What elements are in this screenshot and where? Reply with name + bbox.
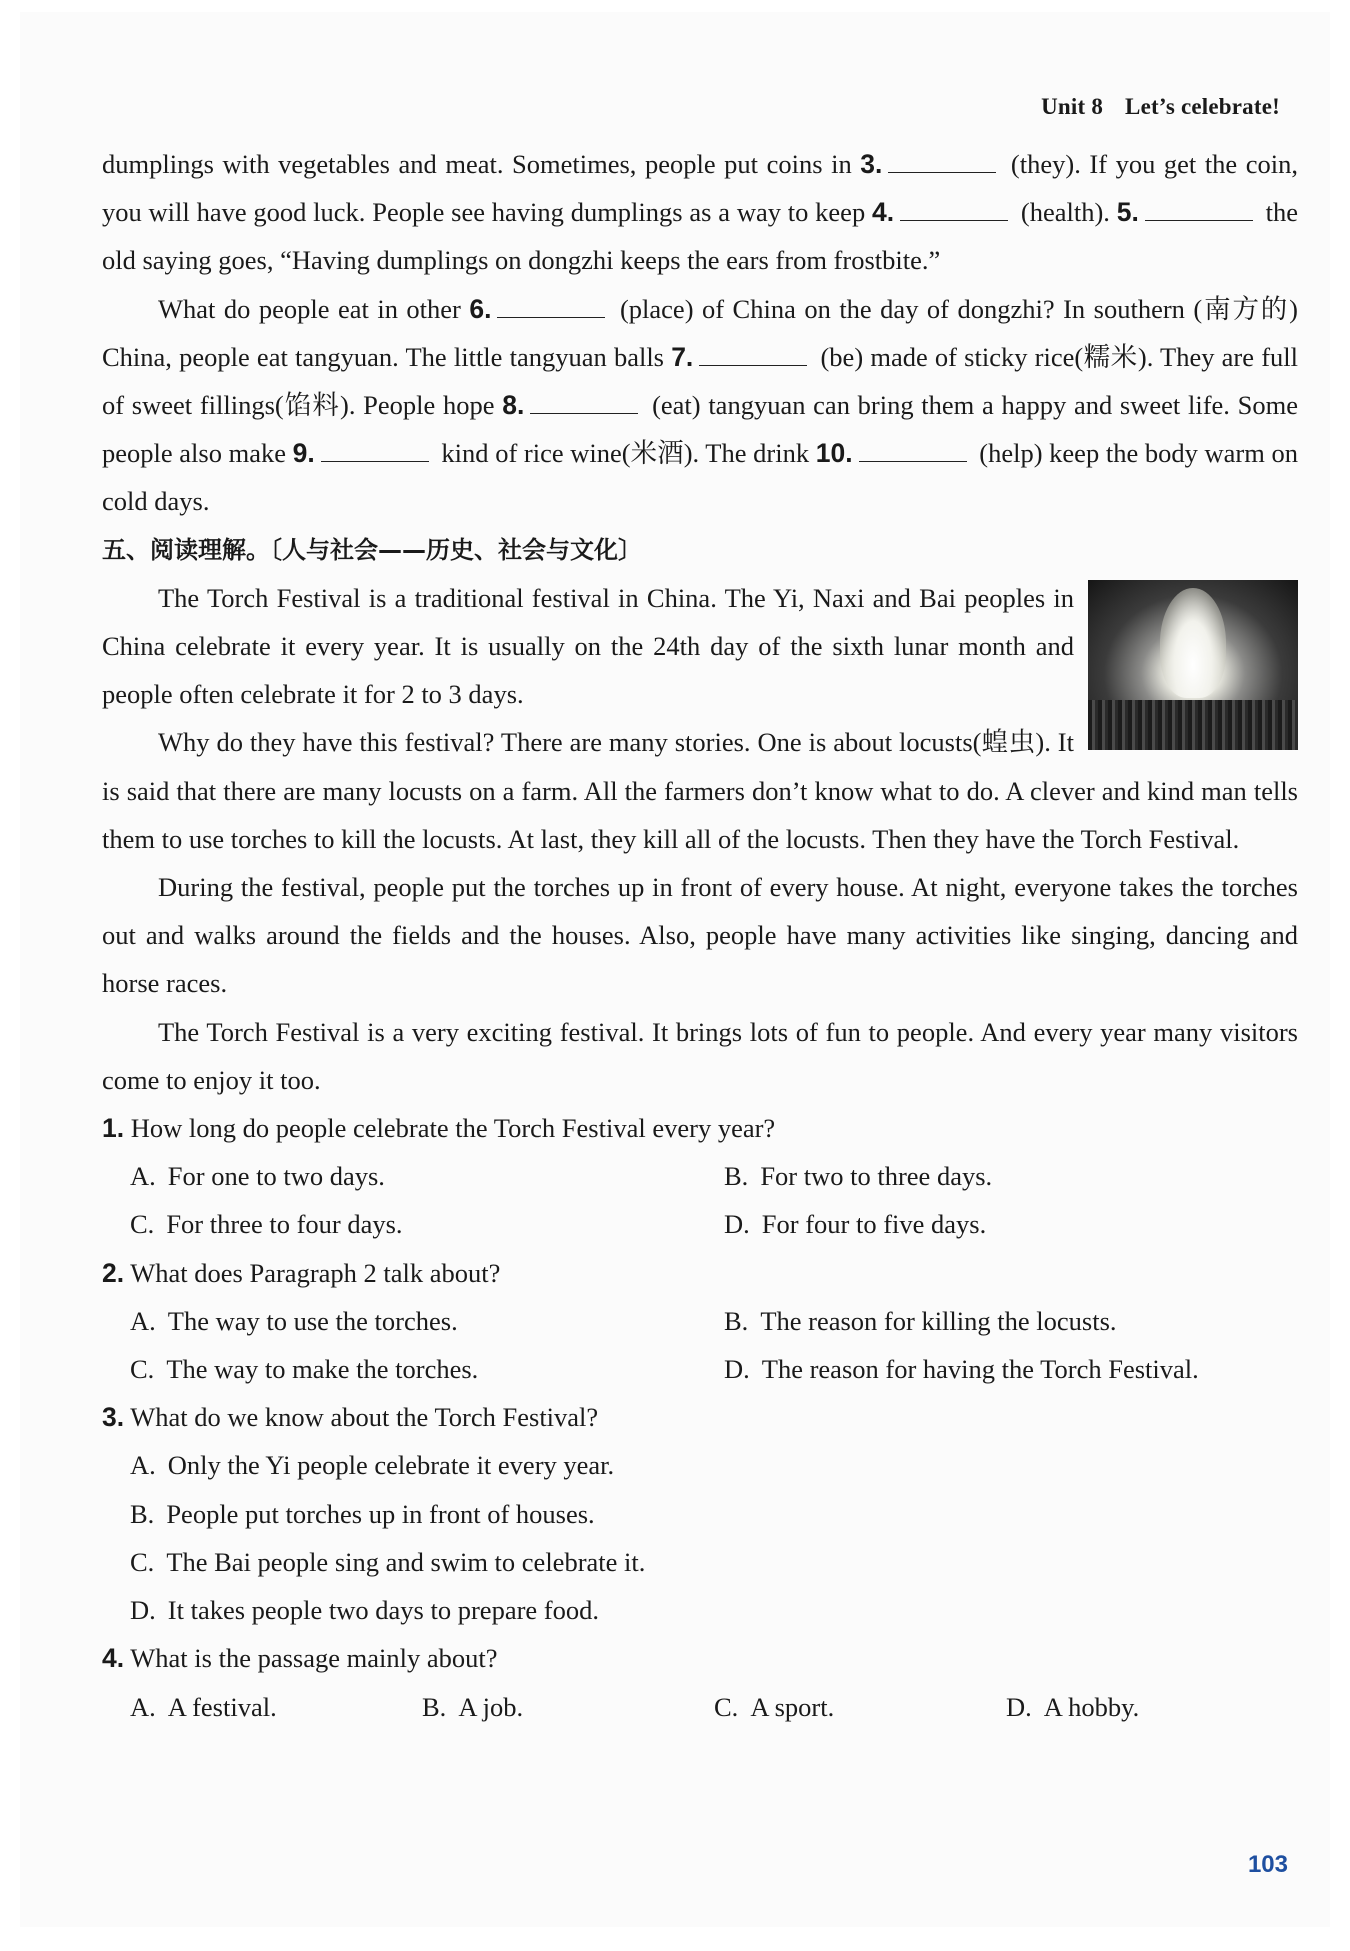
blank-number-4: 4. xyxy=(872,197,895,228)
text-run: the old saying goes, “Having dumplings on dongzhi keeps the ears from frostbite.” xyxy=(102,197,1299,276)
blank-8[interactable] xyxy=(530,387,638,414)
question-text: How long do people celebrate the Torch Festival every year? xyxy=(130,1113,776,1144)
running-header xyxy=(1041,94,1280,120)
option-c[interactable]: C. The Bai people sing and swim to celebrate it. xyxy=(130,1546,646,1577)
option-b[interactable]: B. People put torches up in front of houses. xyxy=(130,1498,595,1529)
reading-paragraph-1: The Torch Festival is a traditional festival in China. The Yi, Naxi and Bai peoples in China celebrate it every year. It is usually on the 24th day of the sixth lunar month and people often celebrate it for 2 to 3 days. xyxy=(102,582,1074,710)
text-run: dumplings with vegetables and meat. Sometimes, people put coins in xyxy=(102,149,861,179)
blank-number-7: 7. xyxy=(671,341,694,372)
unit-label: Unit 8 xyxy=(1041,94,1104,119)
text-run: kind of rice wine(米酒). The drink xyxy=(434,438,816,469)
page-number: 103 xyxy=(1247,1851,1288,1878)
question-number: 4. xyxy=(102,1643,125,1674)
blank-10[interactable] xyxy=(859,435,967,462)
option-c[interactable]: C. For three to four days. xyxy=(130,1209,403,1240)
text-run: (help) keep the body warm on cold days. xyxy=(102,438,1299,517)
option-b[interactable]: B. The reason for killing the locusts. xyxy=(724,1305,1117,1336)
question-number: 3. xyxy=(102,1402,125,1433)
blank-number-10: 10. xyxy=(815,438,853,469)
blank-number-6: 6. xyxy=(469,293,492,324)
option-c[interactable]: C. The way to make the torches. xyxy=(130,1354,479,1385)
blank-number-8: 8. xyxy=(502,390,525,421)
page-content xyxy=(102,140,1298,1731)
question-1 xyxy=(102,1104,1298,1249)
torch-festival-bonfire-photo xyxy=(1088,580,1298,750)
option-a[interactable]: A. A festival. xyxy=(130,1691,277,1722)
text-run: (health). xyxy=(1014,197,1117,228)
question-4 xyxy=(102,1634,1298,1730)
option-d[interactable]: D. It takes people two days to prepare food. xyxy=(130,1595,599,1626)
question-text: What does Paragraph 2 talk about? xyxy=(130,1257,501,1288)
question-2 xyxy=(102,1249,1298,1394)
option-c[interactable]: C. A sport. xyxy=(714,1691,835,1722)
option-a[interactable]: A. Only the Yi people celebrate it every year. xyxy=(130,1450,615,1481)
text-run: (be) made of sticky rice(糯米). They are full of sweet fillings(馅料). People hope xyxy=(102,341,1298,421)
text-run: (they). If you get the coin, you will have good luck. People see having dumplings as a way to keep xyxy=(102,149,1298,228)
blank-7[interactable] xyxy=(699,339,807,366)
blank-6[interactable] xyxy=(497,291,605,318)
text-run: What do people eat in other xyxy=(158,293,470,324)
cloze-paragraph-1 xyxy=(102,140,1298,285)
option-b[interactable]: B. A job. xyxy=(422,1691,524,1722)
blank-3[interactable] xyxy=(888,146,996,173)
question-3 xyxy=(102,1393,1298,1634)
question-number: 1. xyxy=(102,1113,125,1144)
text-run: (place) of China on the day of dongzhi? In southern (南方的) China, people eat tangyuan. The little tangyuan balls xyxy=(102,293,1298,372)
section-5-title: 五、阅读理解。〔人与社会——历史、社会与文化〕 xyxy=(102,535,642,564)
question-text: What is the passage mainly about? xyxy=(130,1643,498,1674)
option-d[interactable]: D. A hobby. xyxy=(1006,1691,1140,1722)
option-d[interactable]: D. The reason for having the Torch Festival. xyxy=(724,1354,1199,1385)
blank-number-3: 3. xyxy=(860,149,883,179)
workbook-page xyxy=(20,12,1330,1927)
blank-number-9: 9. xyxy=(292,438,315,469)
crowd-silhouettes xyxy=(1088,700,1298,750)
option-d[interactable]: D. For four to five days. xyxy=(724,1209,987,1240)
option-b[interactable]: B. For two to three days. xyxy=(724,1161,993,1192)
blank-4[interactable] xyxy=(900,194,1008,221)
reading-paragraph-3: During the festival, people put the torches up in front of every house. At night, everyone takes the torches out and walks around the fields and the houses. Also, people have many activities like singing, dancing and horse races. xyxy=(102,872,1298,999)
option-a[interactable]: A. For one to two days. xyxy=(130,1161,385,1192)
text-run: (eat) tangyuan can bring them a happy and sweet life. Some people also make xyxy=(102,390,1298,469)
reading-paragraph-4: The Torch Festival is a very exciting festival. It brings lots of fun to people. And every year many visitors come to enjoy it too. xyxy=(102,1016,1298,1095)
bonfire-flame xyxy=(1160,588,1226,698)
unit-title: Let’s celebrate! xyxy=(1125,94,1280,119)
blank-5[interactable] xyxy=(1145,194,1253,221)
blank-number-5: 5. xyxy=(1116,197,1139,228)
blank-9[interactable] xyxy=(321,435,429,462)
option-a[interactable]: A. The way to use the torches. xyxy=(130,1305,458,1336)
reading-paragraph-2: Why do they have this festival? There are many stories. One is about locusts(蝗虫). It is said that there are many locusts on a farm. All the farmers don’t know what to do. A clever and kind man tells them to use torches to kill the locusts. At last, they kill all of the locusts. Then they have the Torch Festival. xyxy=(102,727,1298,854)
question-number: 2. xyxy=(102,1257,125,1288)
question-text: What do we know about the Torch Festival? xyxy=(130,1402,599,1433)
cloze-paragraph-2 xyxy=(102,285,1298,526)
